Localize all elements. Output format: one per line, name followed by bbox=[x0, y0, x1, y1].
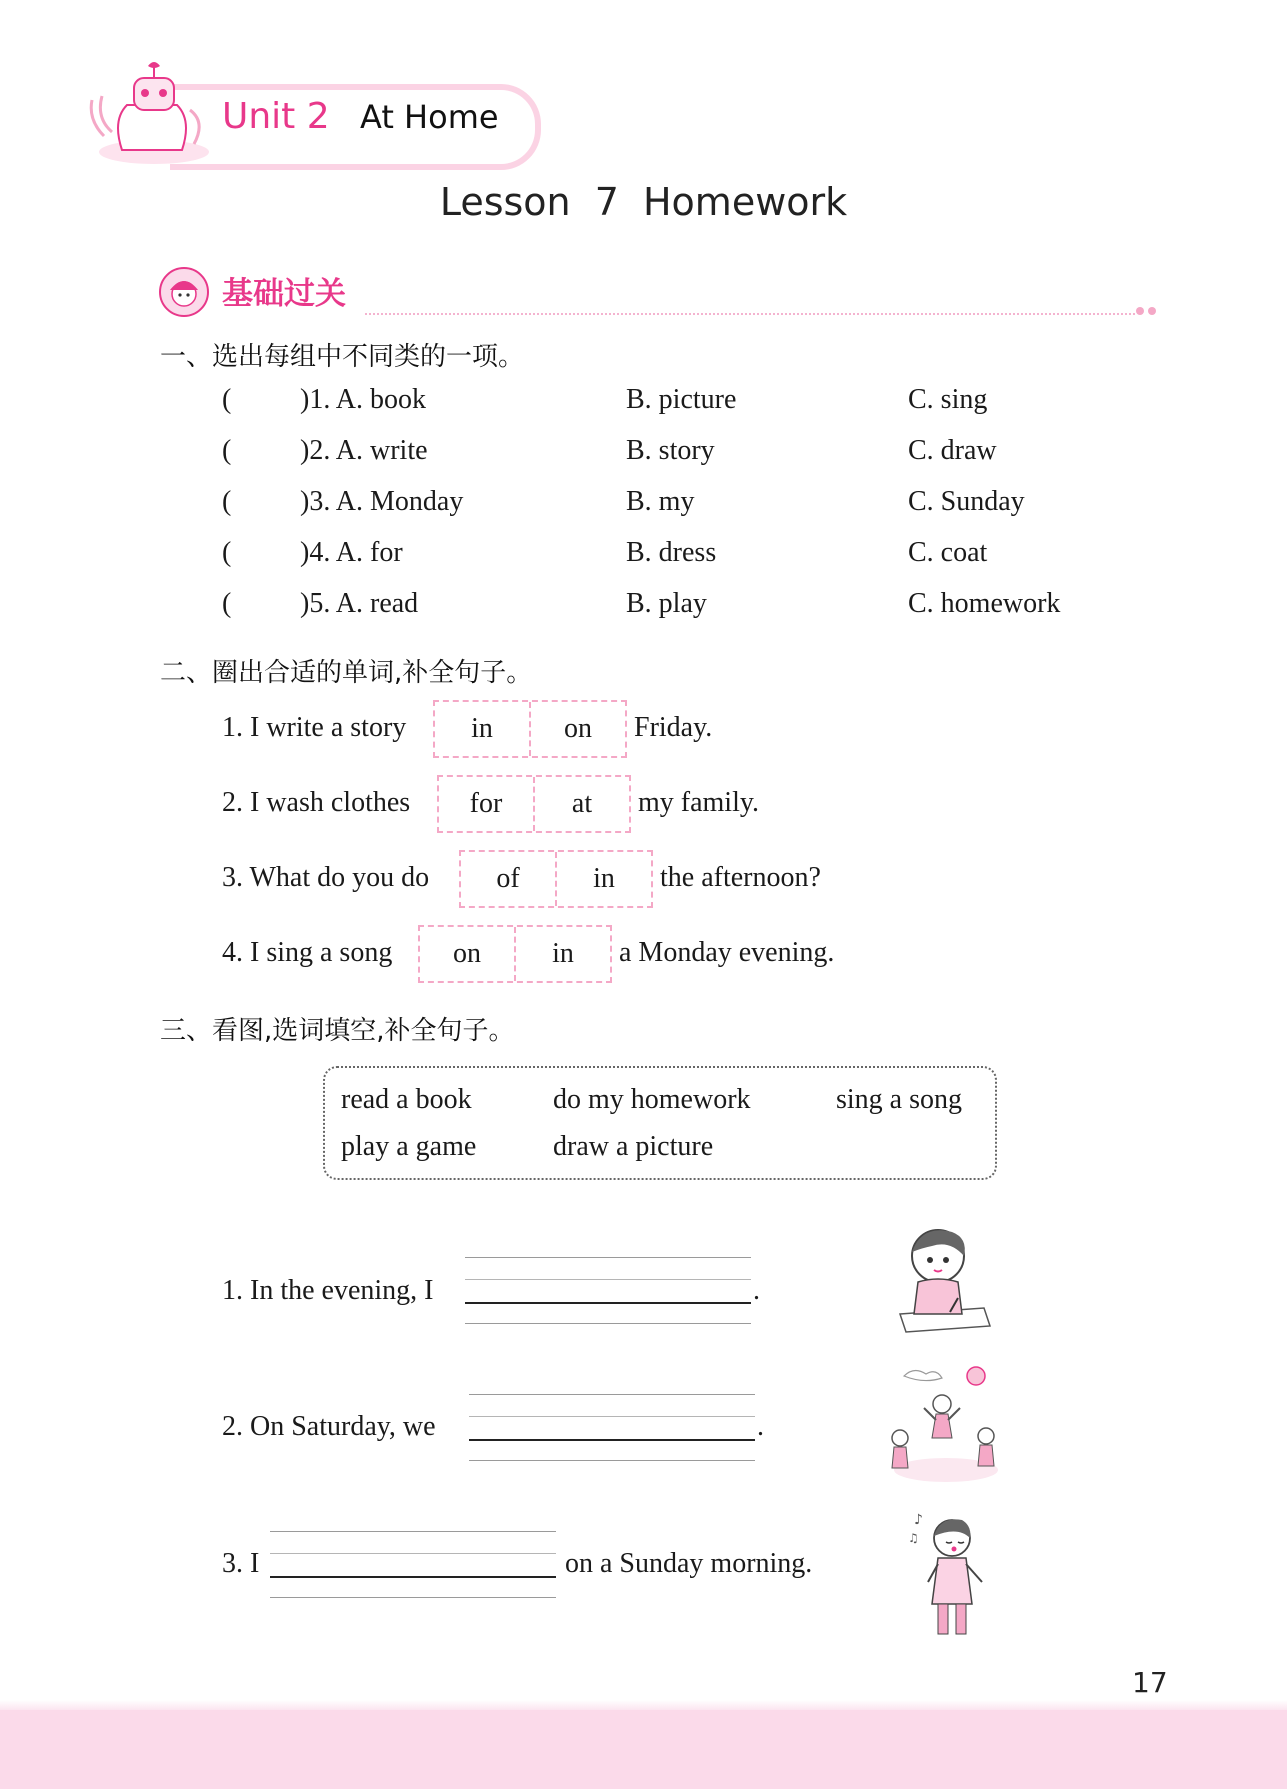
svg-text:♪: ♪ bbox=[914, 1512, 923, 1528]
sentence-end: the afternoon? bbox=[660, 862, 821, 893]
section-label: 基础过关 bbox=[222, 276, 346, 312]
svg-text:♫: ♫ bbox=[908, 1531, 919, 1545]
fill-sentence-start: 2. On Saturday, we bbox=[222, 1411, 436, 1442]
choice-option[interactable]: of bbox=[496, 863, 520, 894]
choice-option[interactable]: in bbox=[514, 927, 610, 981]
choice-option[interactable]: on bbox=[453, 938, 481, 969]
divider-dots-icon bbox=[1134, 303, 1160, 319]
choice-option[interactable]: for bbox=[469, 788, 503, 819]
unit-label: Unit 2 bbox=[222, 96, 330, 137]
question-row bbox=[222, 384, 231, 416]
option-c: C. homework bbox=[908, 588, 1061, 619]
question-row bbox=[222, 435, 231, 467]
word-choice-box bbox=[418, 925, 612, 983]
choice-option[interactable]: in bbox=[555, 852, 651, 906]
option-c: C. coat bbox=[908, 537, 988, 568]
boy-writing-icon bbox=[892, 1222, 992, 1337]
answer-blank[interactable]: ( bbox=[222, 588, 232, 619]
option-b: B. picture bbox=[626, 384, 737, 415]
option-a: )1. A. book bbox=[300, 384, 426, 415]
sentence-end: a Monday evening. bbox=[619, 937, 835, 968]
option-c: C. Sunday bbox=[908, 486, 1025, 517]
fill-sentence-end: . bbox=[753, 1275, 760, 1306]
choice-option[interactable]: in bbox=[471, 713, 493, 744]
sentence-start: 2. I wash clothes bbox=[222, 787, 411, 818]
question-row bbox=[222, 486, 231, 518]
question-row bbox=[222, 537, 231, 569]
fill-sentence-start: 1. In the evening, I bbox=[222, 1275, 434, 1306]
word-bank-item: read a book bbox=[341, 1084, 472, 1115]
choice-option[interactable]: at bbox=[533, 777, 629, 831]
sentence-end: Friday. bbox=[634, 712, 713, 743]
word-choice-box bbox=[433, 700, 627, 758]
part2-heading: 二、圈出合适的单词,补全句子。 bbox=[160, 658, 533, 688]
sentence-start: 1. I write a story bbox=[222, 712, 407, 743]
fill-sentence-end: . bbox=[757, 1411, 764, 1442]
part3-heading: 三、看图,选词填空,补全句子。 bbox=[160, 1016, 515, 1046]
answer-blank[interactable]: ( bbox=[222, 486, 232, 517]
option-b: B. my bbox=[626, 486, 695, 517]
answer-blank[interactable]: ( bbox=[222, 537, 232, 568]
fill-sentence-end: on a Sunday morning. bbox=[565, 1548, 813, 1579]
sentence-start: 3. What do you do bbox=[222, 862, 430, 893]
choice-option[interactable]: on bbox=[529, 702, 625, 756]
word-choice-box bbox=[459, 850, 653, 908]
option-a: )4. A. for bbox=[300, 537, 403, 568]
part1-heading: 一、选出每组中不同类的一项。 bbox=[160, 342, 525, 372]
word-choice-box bbox=[437, 775, 631, 833]
question-row bbox=[222, 588, 231, 620]
option-b: B. play bbox=[626, 588, 707, 619]
footer-band bbox=[0, 1710, 1287, 1789]
word-bank-item: sing a song bbox=[836, 1084, 962, 1115]
lesson-title: Lesson 7 Homework bbox=[439, 180, 848, 224]
option-a: )3. A. Monday bbox=[300, 486, 464, 517]
girl-singing-icon bbox=[906, 1508, 998, 1644]
fill-sentence-start: 3. I bbox=[222, 1548, 260, 1579]
option-b: B. story bbox=[626, 435, 715, 466]
option-a: )2. A. write bbox=[300, 435, 428, 466]
word-bank-item: do my homework bbox=[553, 1084, 751, 1115]
sentence-start: 4. I sing a song bbox=[222, 937, 393, 968]
word-bank-item: draw a picture bbox=[553, 1131, 714, 1162]
section-divider bbox=[365, 313, 1135, 315]
girl-avatar-icon bbox=[158, 266, 210, 318]
robot-mascot-icon bbox=[82, 60, 212, 170]
answer-blank[interactable]: ( bbox=[222, 435, 232, 466]
option-c: C. sing bbox=[908, 384, 988, 415]
option-b: B. dress bbox=[626, 537, 717, 568]
page-number: 17 bbox=[1132, 1666, 1168, 1699]
unit-title: At Home bbox=[360, 98, 499, 136]
option-c: C. draw bbox=[908, 435, 997, 466]
option-a: )5. A. read bbox=[300, 588, 419, 619]
kids-playing-icon bbox=[884, 1358, 1004, 1488]
answer-blank[interactable]: ( bbox=[222, 384, 232, 415]
sentence-end: my family. bbox=[638, 787, 760, 818]
word-bank-item: play a game bbox=[341, 1131, 477, 1162]
